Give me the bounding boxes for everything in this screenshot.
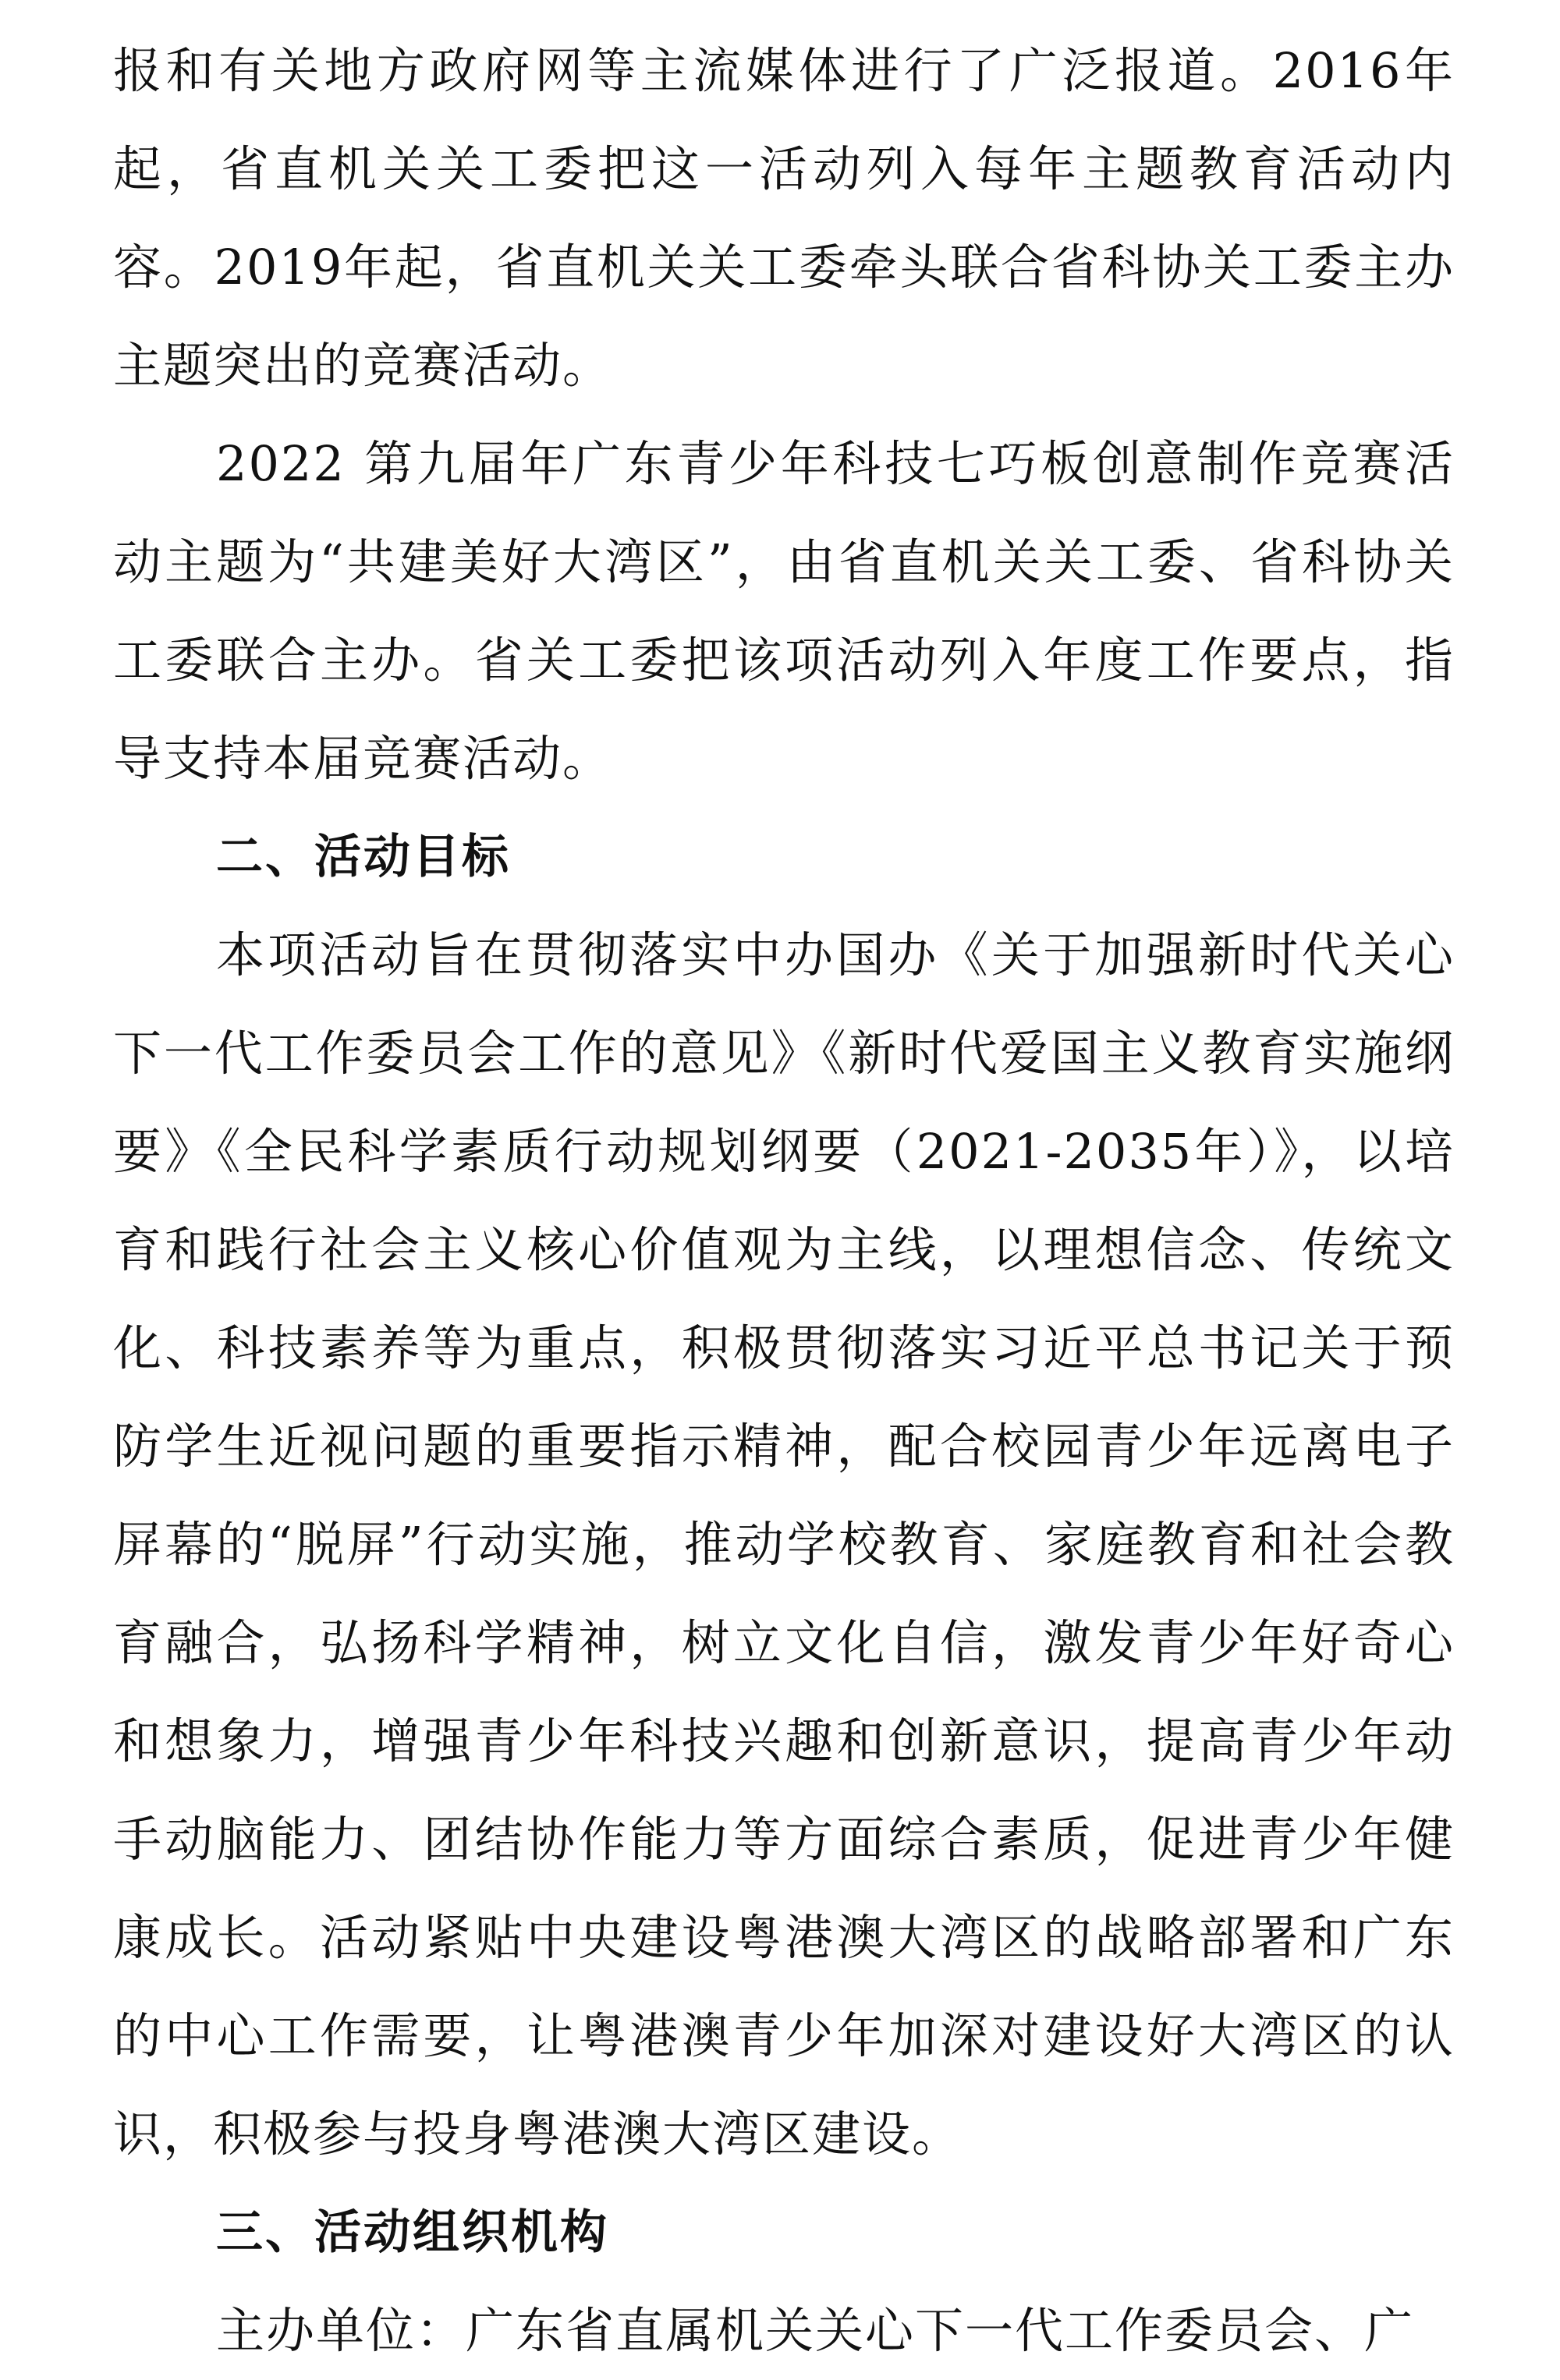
section-heading-goals: 二、活动目标 xyxy=(216,830,511,884)
document-page xyxy=(113,22,1455,2380)
paragraph-organizer: 主办单位：广东省直属机关关心下一代工作委员会、广 xyxy=(216,2302,1415,2359)
paragraph-competition-theme: 2022 第九届年广东青少年科技七巧板创意制作竞赛活动主题为“共建美好大湾区”，由省直机关关工委、省科协关工委联合主办。省关工委把该项活动列入年度工作要点，指导支持本届竞赛活动。 xyxy=(113,435,1455,787)
paragraph-continuation: 报和有关地方政府网等主流媒体进行了广泛报道。2016年起，省直机关关工委把这一活动列入每年主题教育活动内容。2019年起，省直机关关工委牵头联合省科协关工委主办主题突出的竞赛活动。 xyxy=(113,42,1455,394)
section-heading-organization: 三、活动组织机构 xyxy=(216,2205,609,2260)
paragraph-goals-body: 本项活动旨在贯彻落实中办国办《关于加强新时代关心下一代工作委员会工作的意见》《新时代爱国主义教育实施纲要》《全民科学素质行动规划纲要（2021-2035年）》，以培育和践行社会主义核心价值观为主线，以理想信念、传统文化、科技素养等为重点，积极贯彻落实习近平总书记关于预防学生近视问题的重要指示精神，配合校园青少年远离电子屏幕的“脱屏”行动实施，推动学校教育、家庭教育和社会教育融合，弘扬科学精神，树立文化自信，激发青少年好奇心和想象力，增强青少年科技兴趣和创新意识，提高青少年动手动脑能力、团结协作能力等方面综合素质，促进青少年健康成长。活动紧贴中央建设粤港澳大湾区的战略部署和广东的中心工作需要，让粤港澳青少年加深对建设好大湾区的认识，积极参与投身粤港澳大湾区建设。 xyxy=(113,926,1455,2162)
